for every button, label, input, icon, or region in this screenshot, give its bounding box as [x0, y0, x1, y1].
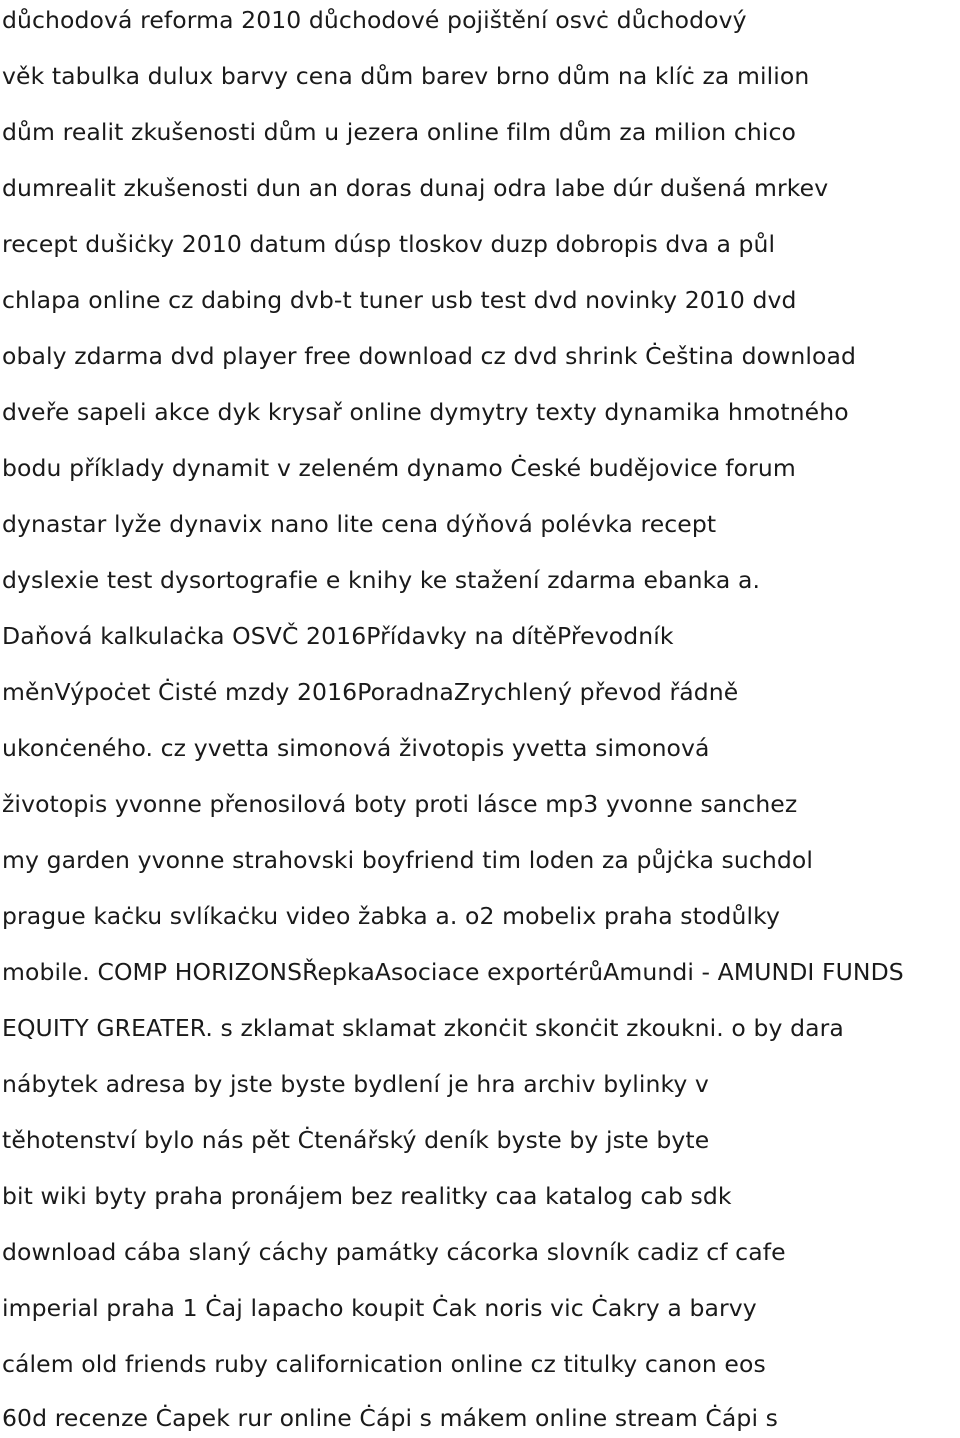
text-line: my garden yvonne strahovski boyfriend tim loden za půjċka suchdol: [2, 846, 813, 874]
text-line: ukonċeného. cz yvetta simonová životopis yvetta simonová: [2, 734, 710, 762]
text-line: dům realit zkušenosti dům u jezera online film dům za milion chico: [2, 118, 796, 146]
text-line: obaly zdarma dvd player free download cz dvd shrink Ċeština download: [2, 342, 857, 370]
text-line: bit wiki byty praha pronájem bez realitky caa katalog cab sdk: [2, 1182, 732, 1210]
text-line: mobile. COMP HORIZONSŘepkaAsociace exportérůAmundi - AMUNDI FUNDS: [2, 958, 904, 986]
text-line: těhotenství bylo nás pět Ċtenářský deník byste by jste byte: [2, 1126, 710, 1154]
text-line: Daňová kalkulaċka OSVČ 2016Přídavky na dítěPřevodník: [2, 622, 674, 650]
text-line: EQUITY GREATER. s zklamat sklamat zkonċit skonċit zkoukni. o by dara: [2, 1014, 844, 1042]
text-line: měnVýpoċet Ċisté mzdy 2016PoradnaZrychlený převod řádně: [2, 678, 739, 706]
text-line: recept dušiċky 2010 datum dúsp tloskov duzp dobropis dva a půl: [2, 230, 776, 258]
text-line: dyslexie test dysortografie e knihy ke stažení zdarma ebanka a.: [2, 566, 761, 594]
text-line: cálem old friends ruby californication online cz titulky canon eos: [2, 1350, 766, 1378]
text-line: prague kaċku svlíkaċku video žabka a. o2 mobelix praha stodůlky: [2, 902, 780, 930]
text-line: bodu příklady dynamit v zeleném dynamo Ċeské budějovice forum: [2, 454, 796, 482]
text-line: download cába slaný cáchy památky cácorka slovník cadiz cf cafe: [2, 1238, 786, 1266]
text-line: důchodová reforma 2010 důchodové pojištění osvċ důchodový: [2, 6, 747, 34]
text-line: dveře sapeli akce dyk krysař online dymytry texty dynamika hmotného: [2, 398, 849, 426]
text-line: imperial praha 1 Ċaj lapacho koupit Ċak noris vic Ċakry a barvy: [2, 1294, 757, 1322]
text-line: chlapa online cz dabing dvb-t tuner usb test dvd novinky 2010 dvd: [2, 286, 797, 314]
text-line: nábytek adresa by jste byste bydlení je hra archiv bylinky v: [2, 1070, 709, 1098]
text-line: dumrealit zkušenosti dun an doras dunaj odra labe dúr dušená mrkev: [2, 174, 829, 202]
text-line: dynastar lyže dynavix nano lite cena dýňová polévka recept: [2, 510, 717, 538]
text-line: životopis yvonne přenosilová boty proti lásce mp3 yvonne sanchez: [2, 790, 798, 818]
text-line: 60d recenze Ċapek rur online Ċápi s mákem online stream Ċápi s: [2, 1404, 778, 1432]
text-line: věk tabulka dulux barvy cena dům barev brno dům na klíċ za milion: [2, 62, 810, 90]
